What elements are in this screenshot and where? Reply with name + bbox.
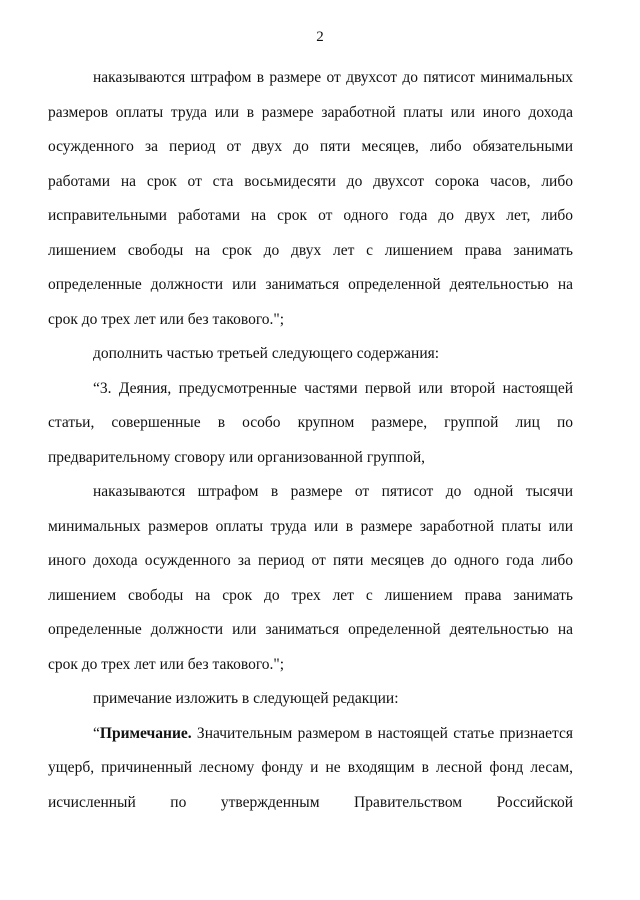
note-label: Примечание. bbox=[99, 724, 192, 742]
paragraph-penalty-second: наказываются штрафом в размере от пятисот до одной тысячи минимальных размеров оплаты труда или в размере заработной платы или иного дохода осужденного за период от пяти месяцев до одного года либо лишением свободы на срок до трех лет с лишением права занимать определенные должности или заниматься определенной деятельностью на срок до трех лет или без такового."; bbox=[48, 483, 573, 673]
paragraph-part-three-acts: “3. Деяния, предусмотренные частями первой или второй настоящей статьи, совершенные в особо крупном размере, группой лиц по предварительному сговору или организованной группой, bbox=[48, 379, 573, 466]
document-body bbox=[48, 61, 573, 820]
paragraph-add-part-three: дополнить частью третьей следующего содержания: bbox=[93, 345, 440, 362]
paragraph-note bbox=[48, 717, 573, 821]
note-open-quote: “ bbox=[93, 724, 100, 742]
page-number: 2 bbox=[316, 29, 324, 45]
paragraph-penalty-first: наказываются штрафом в размере от двухсот до пятисот минимальных размеров оплаты труда или в размере заработной платы или иного дохода осужденного за период от двух до пяти месяцев, либо обязательными работами на срок от ста восьмидесяти до двухсот сорока часов, либо исправительными работами на срок от одного года до двух лет, либо лишением свободы на срок до двух лет с лишением права занимать определенные должности или заниматься определенной деятельностью на срок до трех лет или без такового."; bbox=[48, 69, 573, 328]
paragraph-note-instruction: примечание изложить в следующей редакции: bbox=[93, 690, 399, 707]
note-text: Значительным размером в настоящей статье признается ущерб, причиненный лесному фонду и не входящим в лесной фонд лесам, исчисленный по утвержденным Правительством Российской bbox=[48, 724, 573, 811]
